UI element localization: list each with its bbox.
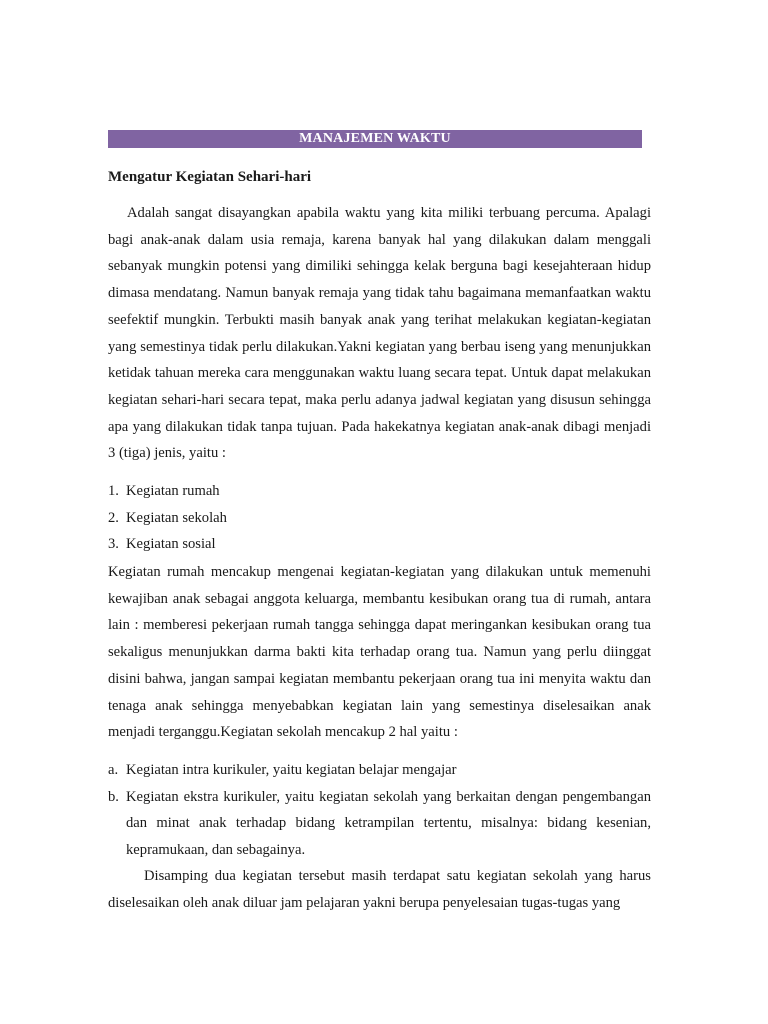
paragraph-home-activities: Kegiatan rumah mencakup mengenai kegiatan-kegiatan yang dilakukan untuk memenuhi kewajiban anak sebagai anggota keluarga, membantu kesibukan orang tua di rumah, antara lain : memberesi pekerjaan rumah tangga sehingga dapat meringankan kesibukan orang tua sekaligus menunjukkan darma bakti kita terhadap orang tua. Namun yang perlu diinggat disini bahwa, jangan sampai kegiatan membantu pekerjaan orang tua ini menyita waktu dan tenaga anak sehingga menyebabkan kegiatan lain yang semestinya diselesaikan anak menjadi terganggu.Kegiatan sekolah mencakup 2 hal yaitu : [108,564,651,741]
list-item-text: Kegiatan sekolah [126,509,227,526]
list-item-text: Kegiatan intra kurikuler, yaitu kegiatan belajar mengajar [126,762,457,778]
document-title: MANAJEMEN WAKTU [108,130,642,148]
list-marker: 1. [108,483,119,499]
list-item [108,478,651,505]
list-item-text: Kegiatan ekstra kurikuler, yaitu kegiatan sekolah yang berkaitan dengan pengembangan dan minat anak terhadap bidang ketrampilan tertentu, misalnya: bidang kesenian, kepramukaan, dan sebagainya. [126,788,651,859]
list-marker: 3. [108,536,119,553]
paragraph-intro: Adalah sangat disayangkan apabila waktu yang kita miliki terbuang percuma. Apalagi bagi anak-anak dalam usia remaja, karena banyak hal yang dilakukan dalam menggali sebanyak mungkin potensi yang dimiliki sehingga kelak berguna bagi kesejahteraan hidup dimasa mendatang. Namun banyak remaja yang tidak tahu bagaimana memanfaatkan waktu seefektif mungkin. Terbukti masih banyak anak yang terihat melakukan kegiatan-kegiatan yang semestinya tidak perlu dilakukan.Yakni kegiatan yang berbau iseng yang menunjukkan ketidak tahuan mereka cara menggunakan waktu luang secara tepat. Untuk dapat melakukan kegiatan sehari-hari secara tepat, maka perlu adanya jadwal kegiatan yang disusun sehingga apa yang dilakukan tidak tanpa tujuan. Pada hakekatnya kegiatan anak-anak dibagi menjadi 3 (tiga) jenis, yaitu : [108,205,651,462]
list-item [108,531,651,558]
school-activities-list [108,757,651,864]
list-item-text: Kegiatan sosial [126,536,216,553]
list-marker: a. [108,762,119,778]
list-marker: 2. [108,509,119,526]
list-item [108,784,651,864]
paragraph-extra-tasks: Disamping dua kegiatan tersebut masih terdapat satu kegiatan sekolah yang harus diselesaikan oleh anak diluar jam pelajaran yakni berupa penyelesaian tugas-tugas yang [108,868,651,911]
activity-types-list [108,478,651,558]
list-item [108,505,651,532]
list-item [108,757,651,784]
list-item-text: Kegiatan rumah [126,483,220,499]
section-heading: Mengatur Kegiatan Sehari-hari [108,169,312,185]
list-marker: b. [108,788,119,805]
